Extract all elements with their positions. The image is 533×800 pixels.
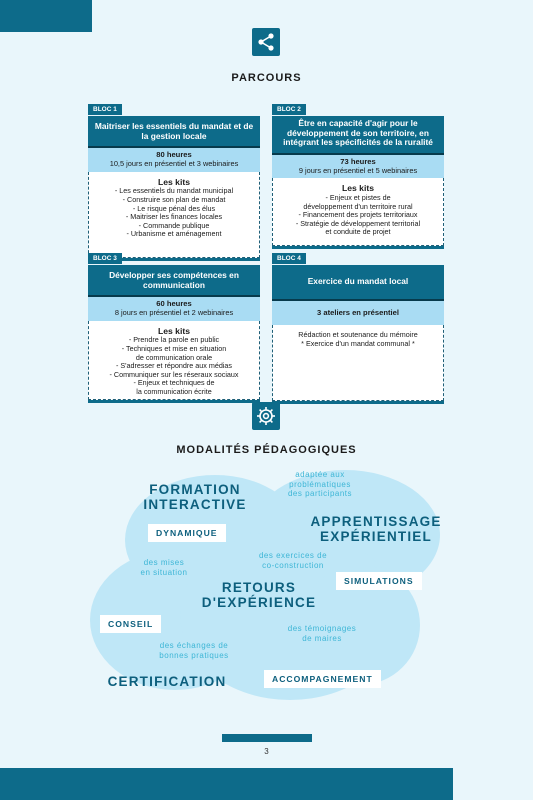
kit-item: - Financement des projets territoriaux [298,210,418,220]
page-number: 3 [264,747,269,756]
adaptee-text: adaptée aux problématiques des participants [287,470,353,499]
kit-item: - Construire son plan de mandat [122,194,226,204]
certification-label: CERTIFICATION [107,674,227,689]
retours-experience-label: RETOURS D'EXPÉRIENCE [201,580,317,610]
bloc-kits-list [88,321,260,400]
apprentissage-label: APPRENTISSAGE EXPÉRIENTIEL [310,514,442,544]
footer-bar [0,768,453,800]
kit-item: - Les essentiels du mandat municipal [114,186,234,196]
kit-item: - Enjeux et techniques de [133,378,215,388]
bloc-bottom-bar [88,400,260,403]
bloc-3-card [88,247,260,403]
exercices-text: des exercices de co-construction [258,551,328,570]
kit-item: - Urbanisme et aménagement [126,229,222,239]
simulations-label: SIMULATIONS [336,572,422,590]
kit-item: - Techniques et mise en situation [121,343,227,353]
kit-item: développement d'un territoire rural [303,201,413,211]
bloc-kits-list [88,172,260,258]
bloc-kits-list [272,178,444,246]
kit-item: * Exercice d'un mandat communal * [301,338,415,348]
kit-item: Rédaction et soutenance du mémoire [298,330,418,340]
kit-item: - S'adresser et répondre aux médias [115,361,233,371]
bloc-bottom-bar [272,401,444,404]
bloc-hours-box [272,155,444,179]
kit-item: la communication écrite [136,386,212,396]
kits-heading: Les kits [341,183,374,194]
bloc-4-card [272,247,444,404]
bloc-tag: BLOC 1 [88,104,122,115]
bloc-hours: 80 heures [156,150,192,160]
bloc-tag: BLOC 4 [272,253,306,264]
parcours-title: PARCOURS [231,72,302,84]
conseil-label: CONSEIL [100,615,161,633]
bloc-title: Exercice du mandat local [272,265,444,301]
kits-heading: Les kits [157,176,190,187]
kit-item: - Commande publique [138,220,210,230]
bloc-hours: 73 heures [340,156,376,166]
bloc-schedule: 10,5 jours en présentiel et 3 webinaires [109,158,239,168]
bloc-schedule: 8 jours en présentiel et 2 webinaires [114,307,234,317]
accompagnement-label: ACCOMPAGNEMENT [264,670,381,688]
kit-item: - Enjeux et pistes de [325,192,391,202]
echanges-text: des échanges de bonnes pratiques [159,641,229,660]
bloc-kits-list [272,325,444,401]
bloc-hours-box [88,148,260,172]
bloc-hours: 3 ateliers en présentiel [317,307,399,317]
bloc-hours-box [272,301,444,326]
kit-item: de communication orale [135,352,213,362]
mises-en-situation-text: des mises en situation [140,558,188,577]
kit-item: - Prendre la parole en public [128,335,220,345]
bloc-1-card [88,98,260,261]
kits-heading: Les kits [157,325,190,336]
bloc-title: Développer ses compétences en communication [88,265,260,297]
kit-item: - Le risque pénal des élus [132,203,216,213]
corner-decoration [0,0,92,32]
bloc-hours: 60 heures [156,299,192,309]
bloc-tag: BLOC 3 [88,253,122,264]
kit-item: et conduite de projet [325,227,391,237]
bloc-title: Maitriser les essentiels du mandat et de la gestion locale [88,116,260,148]
kit-item: - Communiquer sur les réseraux sociaux [109,369,239,379]
bloc-hours-box [88,297,260,321]
kit-item: - Maitriser les finances locales [125,212,223,222]
bloc-tag: BLOC 2 [272,104,306,115]
share-icon [252,28,280,56]
temoignages-text: des témoignages de maires [287,624,357,643]
modalites-title: MODALITÉS PÉDAGOGIQUES [176,444,357,456]
bloc-2-card [272,98,444,249]
page-number-bar [222,734,312,742]
bloc-schedule: 9 jours en présentiel et 5 webinaires [298,165,418,175]
bloc-title: Être en capacité d'agir pour le développement de son territoire, en intégrant les spécificités de la ruralité [272,116,444,155]
kit-item: - Stratégie de développement territorial [295,218,421,228]
gear-icon [252,402,280,430]
dynamique-label: DYNAMIQUE [148,524,226,542]
formation-interactive-label: FORMATION INTERACTIVE [143,482,247,512]
